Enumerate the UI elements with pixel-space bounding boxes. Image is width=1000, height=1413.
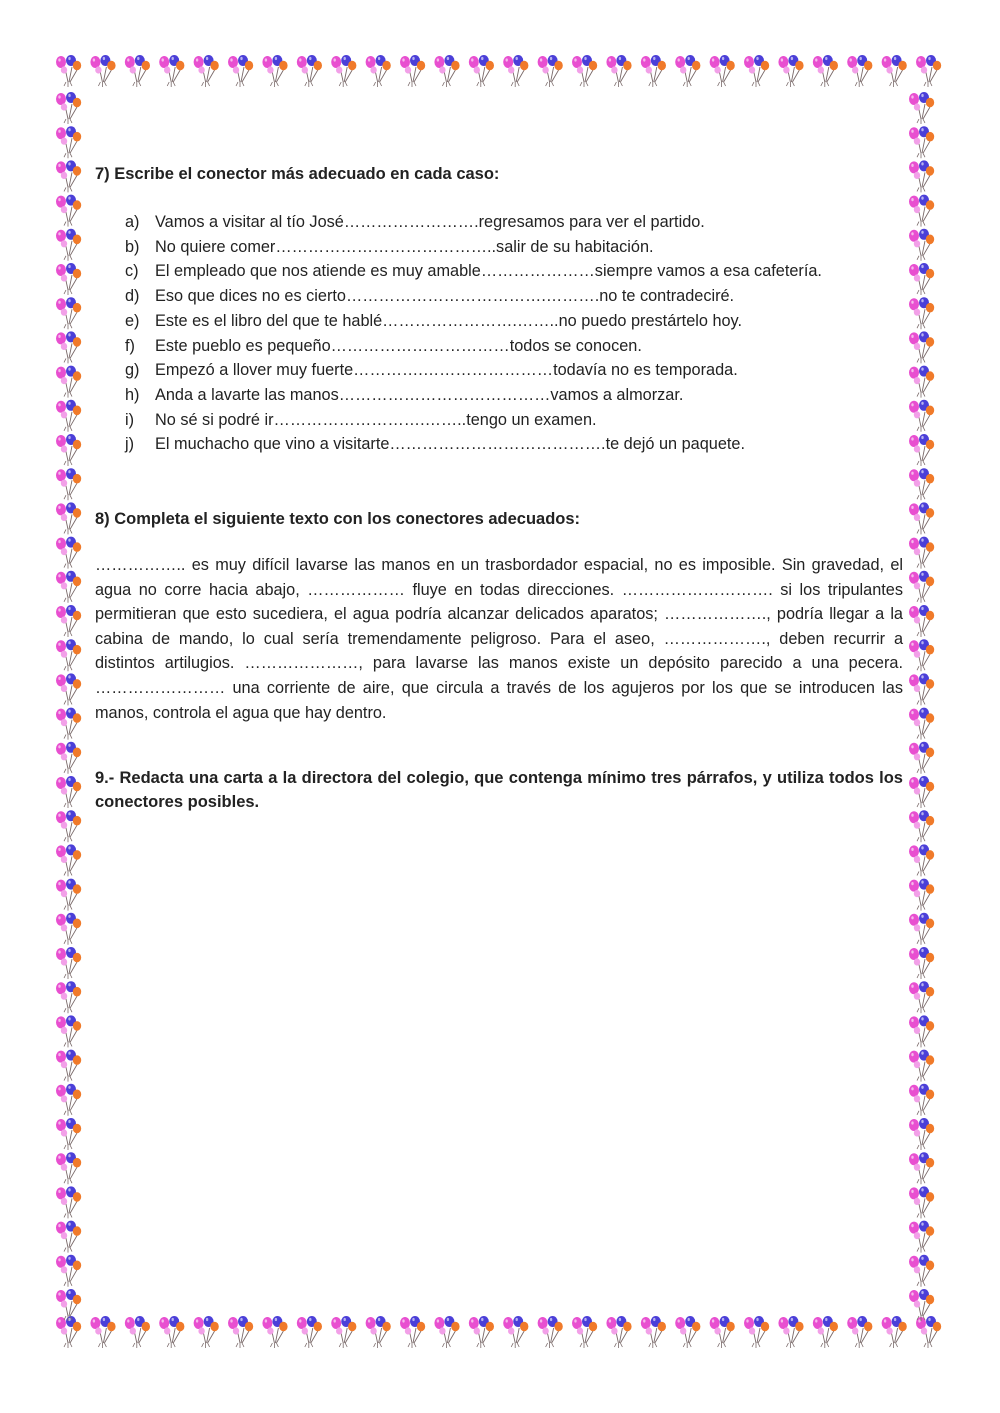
worksheet-content (95, 160, 903, 814)
balloon-icon (56, 400, 81, 432)
balloon-icon (909, 1255, 934, 1287)
balloon-icon (366, 55, 391, 87)
balloon-icon (56, 1084, 81, 1116)
balloon-icon (366, 1316, 391, 1348)
item-text: Vamos a visitar al tío José…………………….regresamos para ver el partido. (155, 213, 705, 231)
balloon-icon (909, 195, 934, 227)
exercise-7-list (95, 210, 903, 457)
balloon-icon (159, 55, 184, 87)
balloon-icon (744, 55, 769, 87)
balloon-icon (909, 947, 934, 979)
balloon-icon (56, 229, 81, 261)
list-item (95, 432, 903, 457)
balloon-icon (909, 160, 934, 192)
balloon-icon (331, 1316, 356, 1348)
balloon-icon (503, 55, 528, 87)
balloon-icon (909, 810, 934, 842)
item-letter: a) (125, 213, 140, 231)
list-item (95, 284, 903, 309)
balloon-icon (675, 55, 700, 87)
exercise-9 (95, 766, 903, 814)
item-letter: j) (125, 435, 135, 454)
list-item (95, 235, 903, 260)
balloon-icon (56, 1186, 81, 1218)
balloon-icon (56, 126, 81, 158)
balloon-icon (909, 1118, 934, 1150)
list-item (95, 259, 903, 284)
balloon-icon (606, 55, 631, 87)
list-item (95, 358, 903, 383)
balloon-icon (469, 1316, 494, 1348)
balloon-icon (641, 1316, 666, 1348)
balloon-icon (572, 55, 597, 87)
balloon-icon (909, 913, 934, 945)
balloon-icon (56, 1255, 81, 1287)
balloon-icon (909, 1152, 934, 1184)
balloon-icon (56, 742, 81, 774)
balloon-icon (909, 468, 934, 500)
balloon-icon (710, 1316, 735, 1348)
balloon-icon (909, 331, 934, 363)
balloon-icon (675, 1316, 700, 1348)
balloon-icon (909, 844, 934, 876)
item-letter: b) (125, 237, 140, 256)
balloon-icon (909, 1050, 934, 1082)
exercise-7 (95, 162, 903, 457)
balloon-icon (909, 1015, 934, 1047)
item-letter: d) (125, 287, 140, 306)
balloon-icon (909, 708, 934, 740)
balloon-icon (909, 673, 934, 705)
item-text: No quiere comer…………………………………..salir de su habitación. (155, 237, 654, 256)
balloon-icon (56, 1015, 81, 1047)
item-text: El muchacho que vino a visitarte………………………………….te dejó un paquete. (155, 435, 745, 454)
balloon-icon (538, 55, 563, 87)
item-letter: g) (125, 361, 140, 380)
balloon-icon (538, 1316, 563, 1348)
balloon-icon (909, 400, 934, 432)
balloon-icon (56, 331, 81, 363)
balloon-icon (56, 1221, 81, 1253)
balloon-icon (909, 434, 934, 466)
balloon-icon (56, 879, 81, 911)
balloon-icon (56, 913, 81, 945)
balloon-icon (434, 55, 459, 87)
exercise-8-heading: 8) Completa el siguiente texto con los conectores adecuados: (95, 510, 581, 529)
exercise-7-heading: 7) Escribe el conector más adecuado en cada caso: (95, 165, 500, 183)
balloon-icon (916, 55, 941, 87)
balloon-icon (778, 1316, 803, 1348)
balloon-icon (125, 1316, 150, 1348)
item-text: Este pueblo es pequeño……………………………todos se conocen. (155, 336, 642, 355)
balloon-icon (909, 263, 934, 295)
balloon-icon (882, 1316, 907, 1348)
balloon-icon (262, 1316, 287, 1348)
balloon-icon (909, 297, 934, 329)
balloon-icon (56, 605, 81, 637)
list-item (95, 383, 903, 408)
balloon-icon (909, 366, 934, 398)
balloon-icon (606, 1316, 631, 1348)
balloon-icon (909, 1186, 934, 1218)
balloon-icon (744, 1316, 769, 1348)
balloon-icon (778, 55, 803, 87)
balloon-icon (56, 981, 81, 1013)
item-letter: f) (125, 336, 135, 355)
balloon-icon (56, 673, 81, 705)
balloon-icon (56, 537, 81, 569)
item-text: Este es el libro del que te hablé…………………….……..no puedo prestártelo hoy. (155, 311, 743, 330)
balloon-icon (56, 297, 81, 329)
balloon-icon (56, 776, 81, 808)
balloon-icon (56, 571, 81, 603)
balloon-icon (56, 92, 81, 124)
balloon-icon (469, 55, 494, 87)
balloon-icon (90, 55, 115, 87)
balloon-icon (503, 1316, 528, 1348)
balloon-icon (56, 434, 81, 466)
balloon-icon (56, 947, 81, 979)
item-text: Anda a lavarte las manos…………………………………vamos a almorzar. (155, 385, 684, 404)
balloon-icon (909, 229, 934, 261)
balloon-icon (125, 55, 150, 87)
balloon-icon (909, 879, 934, 911)
balloon-icon (56, 502, 81, 534)
balloon-icon (56, 1289, 81, 1321)
balloon-icon (56, 810, 81, 842)
balloon-icon (194, 55, 219, 87)
balloon-icon (710, 55, 735, 87)
balloon-icon (56, 195, 81, 227)
balloon-icon (909, 571, 934, 603)
balloon-icon (228, 1316, 253, 1348)
balloon-icon (909, 639, 934, 671)
balloon-icon (56, 160, 81, 192)
balloon-icon (909, 1084, 934, 1116)
balloon-icon (434, 1316, 459, 1348)
balloon-icon (56, 55, 81, 87)
item-letter: e) (125, 311, 140, 330)
balloon-icon (56, 263, 81, 295)
balloon-icon (916, 1316, 941, 1348)
item-letter: h) (125, 385, 140, 404)
list-item (95, 408, 903, 433)
exercise-8 (95, 507, 903, 725)
balloon-icon (159, 1316, 184, 1348)
balloon-icon (909, 1221, 934, 1253)
list-item (95, 210, 903, 235)
balloon-icon (56, 639, 81, 671)
balloon-icon (909, 126, 934, 158)
balloon-icon (813, 1316, 838, 1348)
balloon-icon (56, 1316, 81, 1348)
balloon-icon (400, 55, 425, 87)
balloon-icon (194, 1316, 219, 1348)
balloon-icon (297, 55, 322, 87)
list-item (95, 334, 903, 359)
balloon-icon (56, 1152, 81, 1184)
balloon-icon (228, 55, 253, 87)
balloon-icon (56, 1050, 81, 1082)
balloon-icon (847, 55, 872, 87)
balloon-icon (909, 605, 934, 637)
balloon-icon (56, 844, 81, 876)
balloon-icon (262, 55, 287, 87)
balloon-icon (909, 742, 934, 774)
balloon-icon (641, 55, 666, 87)
item-letter: i) (125, 410, 135, 429)
balloon-icon (882, 55, 907, 87)
balloon-icon (909, 776, 934, 808)
balloon-icon (847, 1316, 872, 1348)
balloon-icon (909, 92, 934, 124)
balloon-icon (56, 468, 81, 500)
balloon-icon (90, 1316, 115, 1348)
balloon-icon (331, 55, 356, 87)
balloon-icon (572, 1316, 597, 1348)
balloon-icon (56, 366, 81, 398)
balloon-icon (400, 1316, 425, 1348)
balloon-icon (909, 537, 934, 569)
balloon-icon (56, 1118, 81, 1150)
item-text: No sé si podré ir……………………….……..tengo un examen. (155, 410, 597, 429)
item-text: Empezó a llover muy fuerte………….……………………todavía no es temporada. (155, 361, 738, 380)
balloon-icon (56, 708, 81, 740)
item-text: Eso que dices no es cierto……………………………….……….no te contradeciré. (155, 287, 735, 306)
item-text: El empleado que nos atiende es muy amable…………………siempre vamos a esa cafetería. (155, 262, 822, 281)
exercise-9-heading: 9.- Redacta una carta a la directora del colegio, que contenga mínimo tres párrafos, y utiliza todos los conectores posibles. (95, 769, 903, 812)
balloon-icon (297, 1316, 322, 1348)
balloon-icon (909, 502, 934, 534)
exercise-8-paragraph: …………….. es muy difícil lavarse las manos en un trasbordador espacial, no es imposible. Sin gravedad, el agua no corre hacia abajo, ……………… fluye en todas direcciones. ………………………. si los tripulantes permitieran que esto sucediera, el agua podría alcanzar delicados aparatos; ………………., podría llegar a la cabina de mando, lo cual sería tremendamente peligroso. Para el aseo, ………………., deben recurrir a distintos artilugios. …………………, para lavarse las manos existe un depósito parecido a una pecera. …………………… una corriente de aire, que circula a través de los agujeros por los que se introducen las manos, controla el agua que hay dentro. (95, 556, 903, 722)
balloon-icon (909, 981, 934, 1013)
item-letter: c) (125, 262, 139, 281)
balloon-icon (813, 55, 838, 87)
list-item (95, 309, 903, 334)
